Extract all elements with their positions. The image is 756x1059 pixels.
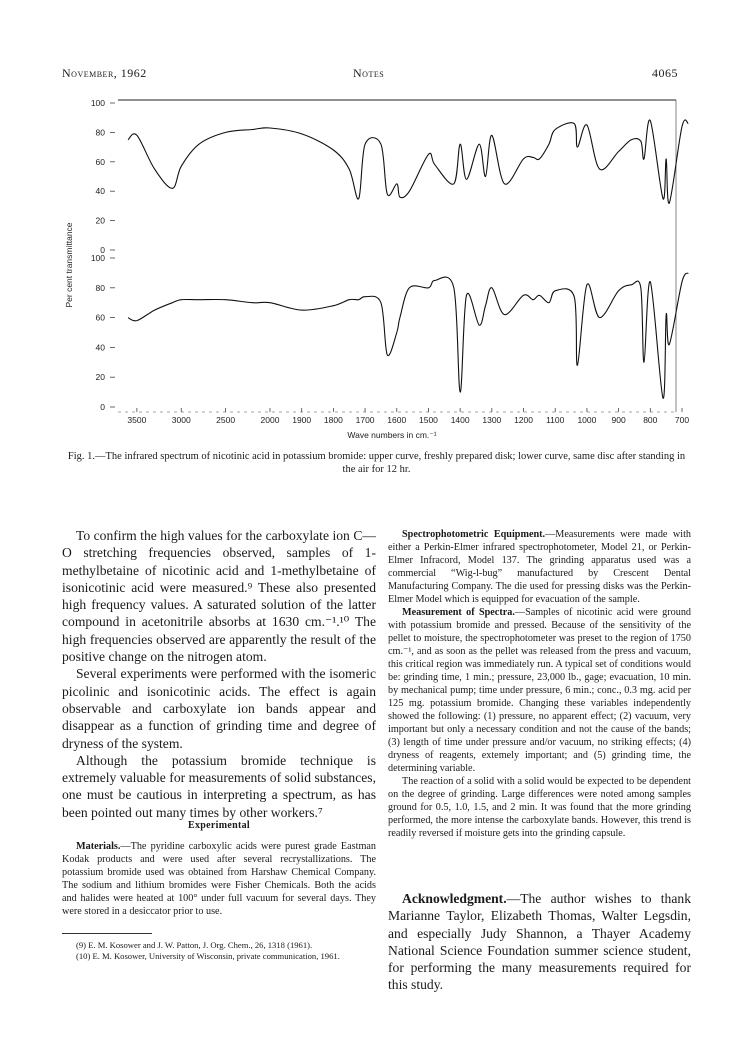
x-axis-label: Wave numbers in cm.⁻¹ xyxy=(347,430,437,440)
right-column xyxy=(388,528,691,840)
materials-text: —The pyridine carboxylic acids were purest grade Eastman Kodak products and were used after several recrystallizations. The potassium bromide used was obtained from Harshaw Chemical Company. The sodium and lithium bromides were Fisher Chemicals. Both the acids and halides were heated at 100° under full vacuum for several days. They were stored in a desiccator prior to use. xyxy=(62,841,376,917)
lower-y-tick-label: 60 xyxy=(95,312,105,323)
x-tick-label: 1000 xyxy=(577,415,597,425)
running-header-section: Notes xyxy=(353,66,385,80)
lower-y-tick-label: 40 xyxy=(95,342,105,353)
x-tick-label: 2500 xyxy=(216,415,236,425)
ir-spectrum-figure xyxy=(0,0,756,445)
materials-heading: Materials. xyxy=(76,841,121,852)
x-tick-label: 800 xyxy=(643,415,658,425)
y-axis-label: Per cent transmittance xyxy=(64,222,74,308)
x-tick-label: 3000 xyxy=(171,415,191,425)
x-tick-label: 1700 xyxy=(355,415,375,425)
lower-y-tick-label: 0 xyxy=(100,402,105,412)
upper-y-tick-label: 40 xyxy=(95,186,105,197)
x-tick-label: 1900 xyxy=(292,415,312,425)
running-header-date: November, 1962 xyxy=(62,66,147,80)
paragraph-caution: Although the potassium bromide technique is extremely valuable for measurements of solid substances, one must be cautious in interpreting a spectrum, as has been pointed out many times by other workers.⁷ xyxy=(62,752,376,820)
footnote-9: (9) E. M. Kosower and J. W. Patton, J. Org. Chem., 26, 1318 (1961). xyxy=(76,940,313,950)
upper-y-tick-label: 60 xyxy=(95,156,105,167)
footnote-10: (10) E. M. Kosower, University of Wisconsin, private communication, 1961. xyxy=(76,951,340,961)
spectro-text: —Measurements were made with either a Perkin-Elmer infrared spectrophotometer, Model 21, or Perkin-Elmer Infracord, Model 137. The grinding apparatus used was a commercial “Wig-l-bug” manufactured by Crescent Dental Manufacturing Company. The die used for pressing disks was the Perkin-Elmer Model which is equipped for evacuation of the sample. xyxy=(388,529,691,605)
upper-y-tick-label: 0 xyxy=(100,245,105,255)
lower-y-tick-label: 80 xyxy=(95,282,105,293)
experimental-heading: Experimental xyxy=(188,820,250,831)
upper-y-tick-label: 100 xyxy=(90,98,105,108)
spectro-heading: Spectrophotometric Equipment. xyxy=(402,529,546,540)
upper-y-tick-label: 20 xyxy=(95,215,105,226)
x-tick-label: 1300 xyxy=(482,415,502,425)
measure-text: —Samples of nicotinic acid were ground with potassium bromide and pressed. Because of the sensitivity of the pellet to moisture, the spectrophotometer was preset to the region of 1750 cm.⁻¹, and as soon as the pellet was released from the press and vacuum, this critical region was immediately run. A typical set of conditions would be: grinding time, 1 min.; pressure, 23,000 lb., gage; evacuation, 10 min. by mechanical pump; time under pressure, 6 min.; conc., 0.3 mg. acid per 125 mg. potassium bromide. Changing these variables independently showed the following: (1) pressure, no apparent effect; (2) vacuum, very important but only a necessary condition and not the cause of the bands; (3) length of time under pressure and/or vacuum, no striking effects; (4) dryness of reagents, extemely important; and (5) grinding time, the determining variable. xyxy=(388,607,692,774)
paragraph-confirm: To confirm the high values for the carboxylate ion C—O stretching frequencies observed, samples of 1-methylbetaine of nicotinic acid and 1-methylbetaine of isonicotinic acid were measured.⁹ These also presented high frequency values. A saturated solution of the latter compound in acetonitrile absorbs at 1630 cm.⁻¹.¹⁰ The high frequencies observed are apparently the result of the positive change on the nitrogen atom. xyxy=(62,528,376,665)
x-tick-label: 1600 xyxy=(387,415,407,425)
x-tick-label: 1800 xyxy=(323,415,343,425)
upper-spectrum-curve xyxy=(128,120,688,204)
acknowledgment-heading: Acknowledgment. xyxy=(402,891,507,906)
upper-y-tick-label: 80 xyxy=(95,127,105,138)
materials-paragraph xyxy=(62,840,376,918)
lower-y-axis xyxy=(91,253,115,412)
x-tick-label: 1500 xyxy=(419,415,438,425)
x-tick-label: 700 xyxy=(674,415,690,425)
x-tick-label: 1100 xyxy=(546,415,565,425)
x-tick-label: 3500 xyxy=(127,415,147,425)
lower-spectrum-curve xyxy=(128,273,688,398)
lower-y-tick-label: 100 xyxy=(90,253,105,263)
paragraph-experiments: Several experiments were performed with the isomeric picolinic and isonicotinic acids. The effect is again observable and carboxylate ion bands appear and disappear as a function of grinding time and degree of dryness of the system. xyxy=(62,666,376,751)
footnote-rule xyxy=(62,933,152,934)
lower-y-tick-label: 20 xyxy=(95,372,105,383)
measure-heading: Measurement of Spectra. xyxy=(402,607,515,618)
x-tick-label: 900 xyxy=(611,415,626,425)
page-number: 4065 xyxy=(652,66,678,80)
acknowledgment-text: —The author wishes to thank Marianne Taylor, Elizabeth Thomas, Walter Legsdin, and especially Judy Shannon, a Thayer Academy National Science Foundation summer science student, for performing the many measurements required for this study. xyxy=(388,891,691,993)
figure-caption: Fig. 1.—The infrared spectrum of nicotinic acid in potassium bromide: upper curve, freshly prepared disk; lower curve, same disc after standing in the air for 12 hr. xyxy=(67,451,686,475)
upper-y-axis xyxy=(91,98,115,255)
acknowledgment-paragraph xyxy=(388,890,691,994)
x-tick-label: 1400 xyxy=(450,415,470,425)
x-tick-label: 1200 xyxy=(514,415,533,425)
reaction-paragraph: The reaction of a solid with a solid would be expected to be dependent on the degree of grinding. Large differences were noted among samples ground for 0.5, 1.0, 1.5, and 2 min. It was found that the more grinding performed, the more intense the carboxylate bands. However, this trend is readily reversed if moisture gets into the grinding capsule. xyxy=(388,776,691,839)
footnotes xyxy=(62,940,376,962)
x-axis xyxy=(127,408,689,425)
x-tick-label: 2000 xyxy=(260,415,280,425)
left-column-main xyxy=(62,527,376,821)
